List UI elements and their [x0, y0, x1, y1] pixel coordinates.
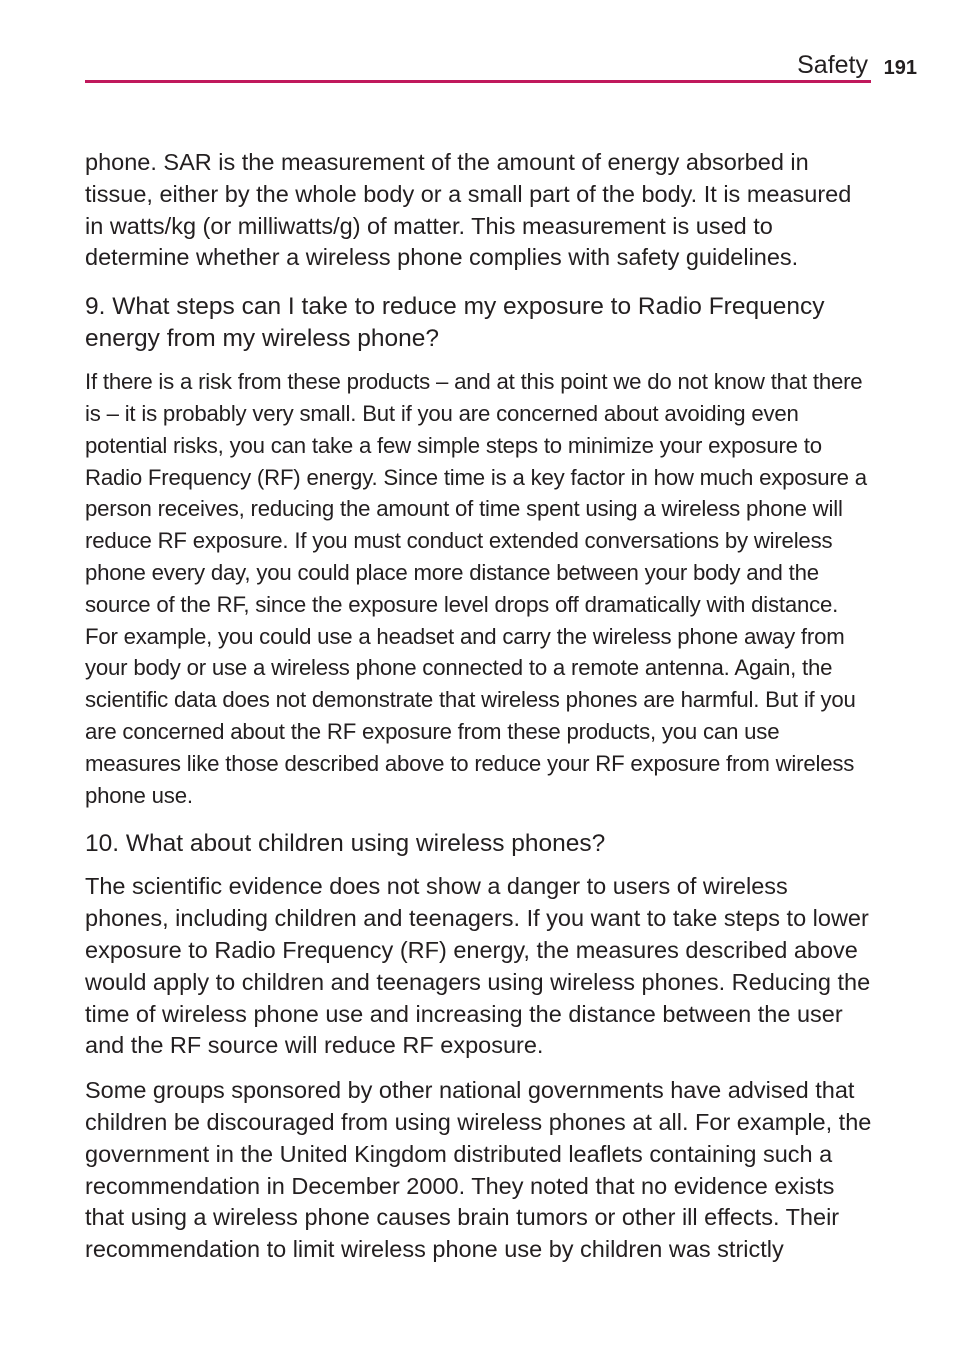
question-10-answer-paragraph-2: Some groups sponsored by other national governments have advised that children be discouraged from using wireless phones at all. For example, the government in the United Kingdom distributed leaflets containing such a recommendation in December 2000. They noted that no evidence exists that using a wireless phone causes brain tumors or other ill effects. Their recommendation to limit wireless phone use by children was strictly [85, 1077, 872, 1263]
question-9-answer: If there is a risk from these products – and at this point we do not know that there is – it is probably very small. But if you are concerned about avoiding even potential risks, you can take a few simple steps to minimize your exposure to Radio Frequency (RF) energy. Since time is a key factor in how much exposure a person receives, reducing the amount of time spent using a wireless phone will reduce RF exposure. If you must conduct extended conversations by wireless phone every day, you could place more distance between your body and the source of the RF, since the exposure level drops off dramatically with distance. For example, you could use a headset and carry the wireless phone away from your body or use a wireless phone connected to a remote antenna. Again, the scientific data does not demonstrate that wireless phones are harmful. But if you are concerned about the RF exposure from these products, you can use measures like those described above to reduce your RF exposure from wireless phone use. [85, 369, 867, 808]
intro-paragraph: phone. SAR is the measurement of the amount of energy absorbed in tissue, either by the whole body or a small part of the body. It is measured in watts/kg (or milliwatts/g) of matter. This measurement is used to determine whether a wireless phone complies with safety guidelines. [85, 149, 852, 271]
section-title: Safety [797, 51, 868, 79]
question-10-heading: 10. What about children using wireless phones? [85, 830, 606, 858]
question-10-answer-paragraph-1: The scientific evidence does not show a danger to users of wireless phones, including children and teenagers. If you want to take steps to lower exposure to Radio Frequency (RF) energy, the measures described above would apply to children and teenagers using wireless phones. Reducing the time of wireless phone use and increasing the distance between the user and the RF source will reduce RF exposure. [85, 873, 871, 1059]
question-9-heading: 9. What steps can I take to reduce my exposure to Radio Frequency energy from my wireless phone? [85, 293, 825, 353]
page-number: 191 [883, 57, 917, 79]
page-header [85, 0, 920, 90]
header-rule [85, 80, 871, 83]
page-body [85, 147, 875, 1266]
